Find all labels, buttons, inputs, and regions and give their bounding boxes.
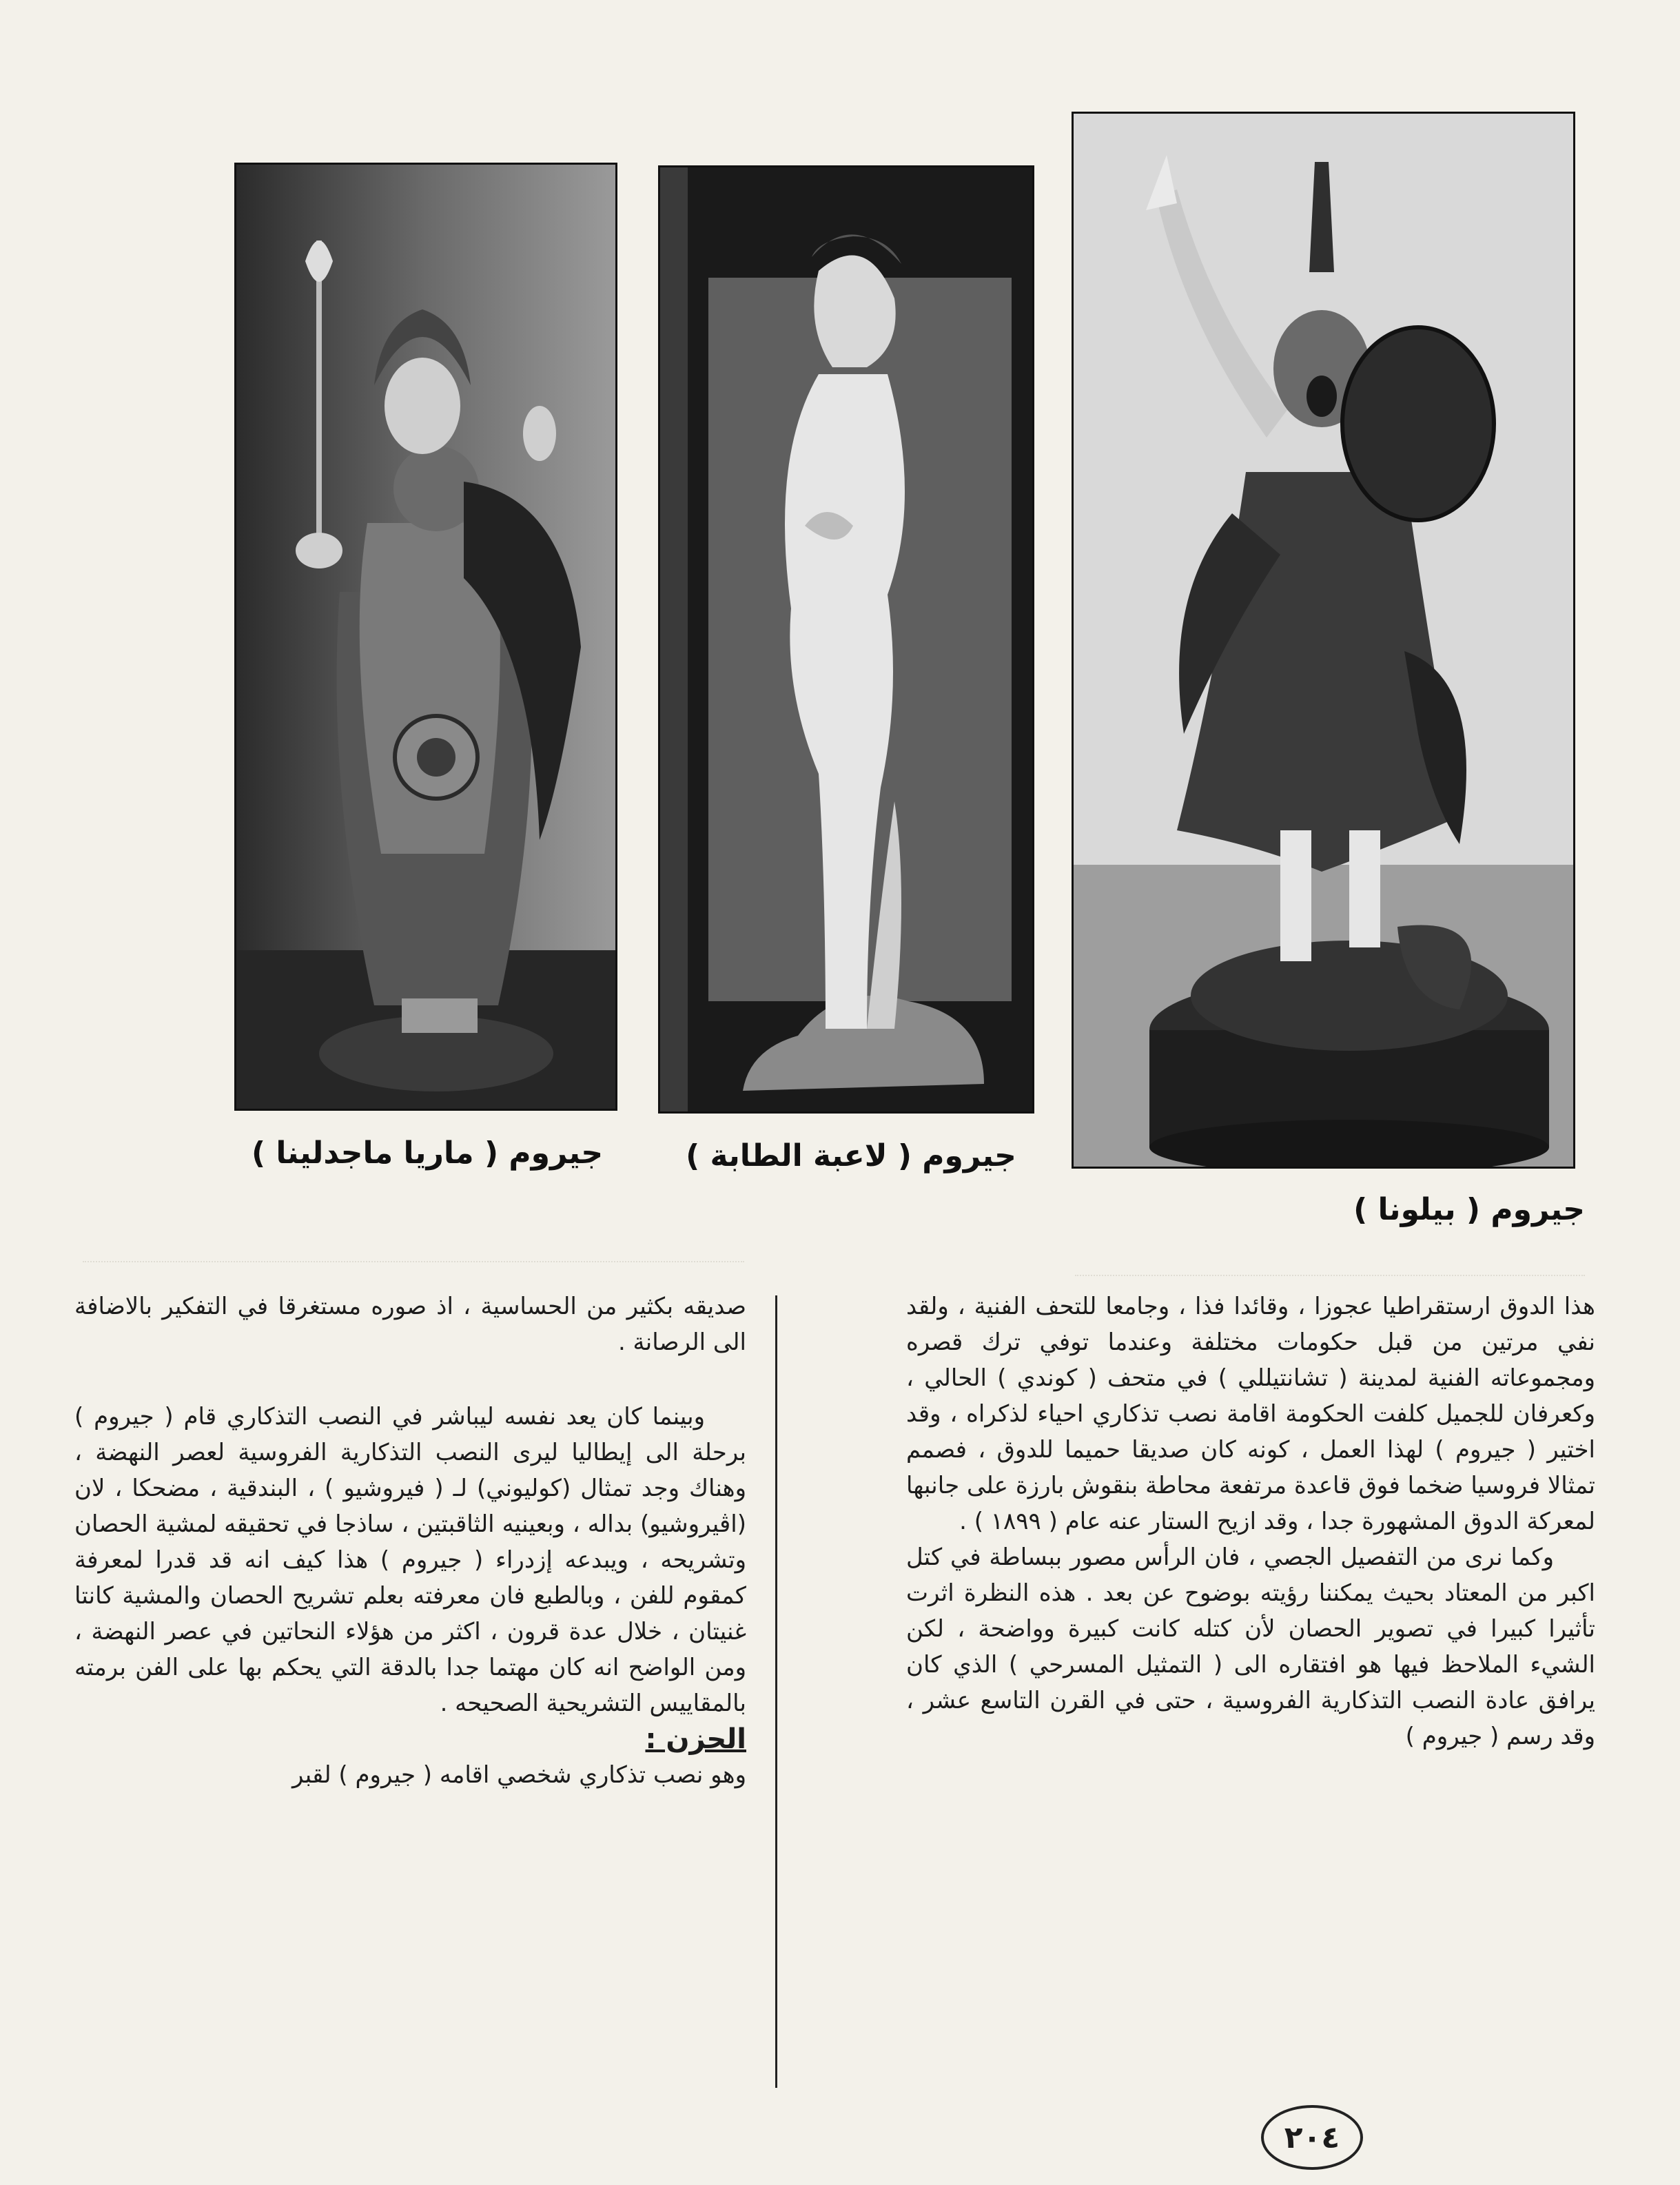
paragraph: وهو نصب تذكاري شخصي اقامه ( جيروم ) لقبر <box>292 1761 746 1789</box>
statue-maria-magdalena-icon <box>236 165 615 1109</box>
section-heading: الحزن : <box>645 1723 746 1755</box>
photo-bellona <box>1072 112 1575 1169</box>
article-left-column <box>74 1289 746 1793</box>
photo-maria-magdalena <box>234 163 617 1111</box>
paragraph-gap <box>74 1360 746 1399</box>
caption-bellona: جيروم ( بيلونا ) <box>1353 1192 1585 1227</box>
statue-bellona-icon <box>1074 114 1573 1167</box>
paragraph: وكما نرى من التفصيل الجصي ، فان الرأس مصور ببساطة في كتل اكبر من المعتاد بحيث يمكننا رؤيته بوضوح عن بعد . هذه النظرة اثرت تأثيرا كبيرا في تصوير الحصان لأن كتله كانت كبيرة وواضحة ، لكن الشيء الملاحظ فيها هو افتقاره الى ( التمثيل المسرحي ) الذي كان يرافق عادة النصب التذكارية الفروسية ، حتى في القرن التاسع عشر ، وقد رسم ( جيروم ) <box>906 1543 1595 1750</box>
column-divider <box>775 1295 777 2088</box>
caption-maria-magdalena: جيروم ( ماريا ماجدلينا ) <box>251 1136 604 1171</box>
bleed-through-texture <box>1075 1233 1585 1276</box>
paragraph: وبينما كان يعد نفسه ليباشر في النصب التذكاري قام ( جيروم ) برحلة الى إيطاليا ليرى النصب التذكارية الفروسية لعصر النهضة ، وهناك وجد تمثال (كوليوني) لـ ( فيروشيو ) ، البندقية ، مضحكا ، لان (اڤيروشيو) بداله ، وبعينيه الثاقبتين ، ساذجا في تحقيقه لمشية الحصان وتشريحه ، ويبدعه إزدراء ( جيروم ) هذا كيف انه قد قدرا لمعرفة كمقوم للفن ، وبالطبع فان معرفته بعلم تشريح الحصان والمشية كانتا غنيتان ، خلال عدة قرون ، اكثر من هؤلاء النحاتين في عصر النهضة ، ومن الواضح انه كان مهتما جدا بالدقة التي يحكم بها على الفن برمته بالمقاييس التشريحية الصحيحه . <box>74 1403 746 1717</box>
paragraph: هذا الدوق ارستقراطيا عجوزا ، وقائدا فذا ، وجامعا للتحف الفنية ، ولقد نفي مرتين من قبل حكومات مختلفة وعندما توفي ترك قصره ومجموعاته الفنية لمدينة ( تشانتيللي ) في متحف ( كوندي ) الحالي ، وكعرفان للجميل كلفت الحكومة اقامة نصب تذكاري احياء لذكراه ، وقد اختير ( جيروم ) لهذا العمل ، كونه كان صديقا حميما للدوق ، فصمم تمثالا فروسيا ضخما فوق قاعدة مرتفعة محاطة بنقوش بارزة على جانبها لمعركة الدوق المشهورة جدا ، وقد ازيح الستار عنه عام ( ١٨٩٩ ) . <box>906 1293 1595 1535</box>
photo-ball-player <box>658 165 1034 1114</box>
bleed-through-texture-left <box>83 1227 744 1262</box>
caption-ball-player: جيروم ( لاعبة الطابة ) <box>686 1138 1016 1173</box>
page-number: ٢٠٤ <box>1261 2105 1363 2170</box>
statue-ball-player-icon <box>660 167 1032 1111</box>
article-right-column <box>906 1289 1595 1754</box>
paragraph: صديقه بكثير من الحساسية ، اذ صوره مستغرقا في التفكير بالاضافة الى الرصانة . <box>74 1293 746 1356</box>
